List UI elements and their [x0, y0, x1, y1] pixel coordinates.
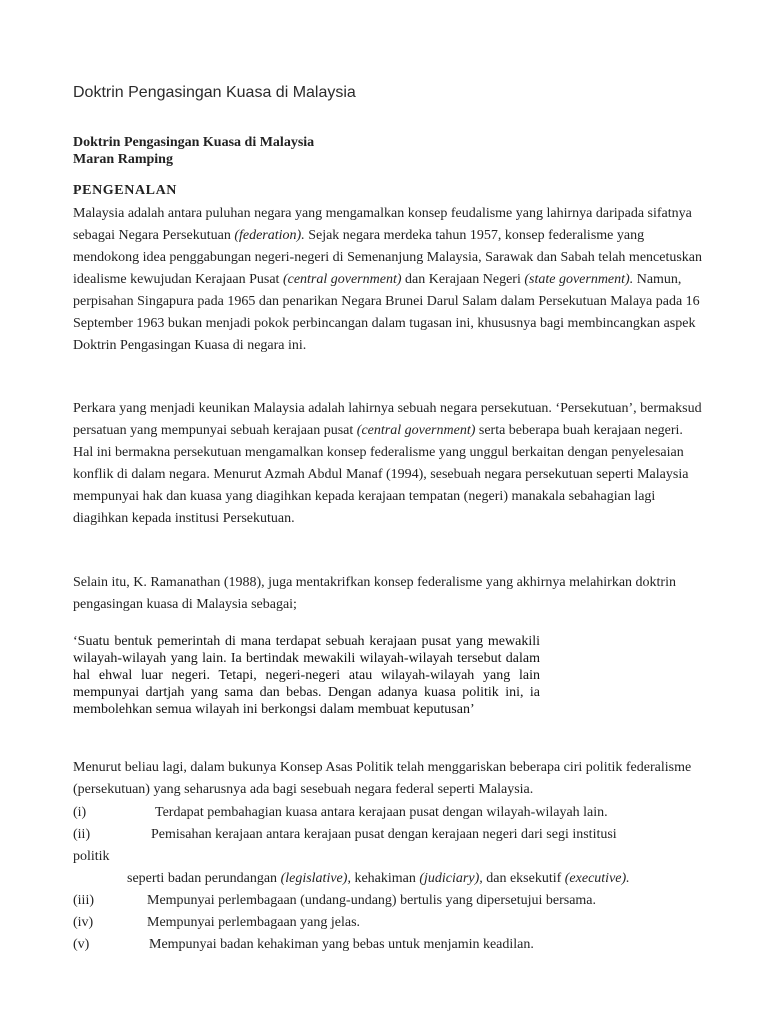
list-text-wrap: politik — [73, 849, 110, 864]
cont-text-2: , kehakiman — [347, 871, 420, 886]
article-header — [73, 134, 314, 168]
list-text: Pemisahan kerajaan antara kerajaan pusat dengan kerajaan negeri dari segi institusi — [151, 827, 617, 842]
para2-italic-1: (central government) — [356, 423, 476, 438]
para2-text-1: Perkara yang menjadi keunikan Malaysia adalah lahirnya sebuah negara persekutuan. ‘Persekutuan’, bermaksud persatuan yang mempunyai sebuah kerajaan pusat — [73, 401, 702, 438]
list-text-continuation — [127, 868, 630, 890]
cont-italic-1: (legislative) — [280, 871, 348, 886]
list-text: Mempunyai perlembagaan (undang-undang) bertulis yang dipersetujui bersama. — [147, 893, 597, 908]
cont-italic-2: (judiciary), — [419, 871, 483, 886]
para1-italic-3: (state government). — [524, 272, 634, 287]
cont-italic-3: (executive). — [564, 871, 630, 886]
paragraph-ramanathan: Selain itu, K. Ramanathan (1988), juga mentakrifkan konsep federalisme yang akhirnya melahirkan doktrin pengasingan kuasa di Malaysia sebagai; — [73, 575, 676, 612]
cont-text-1: seperti badan perundangan — [127, 871, 281, 886]
paragraph-intro — [73, 203, 703, 357]
para2-text-2: serta beberapa buah kerajaan negeri. Hal ini bermakna persekutuan mengamalkan konsep federalisme yang unggul berkaitan dengan penyelesaian konflik di dalam negara. Menurut Azmah Abdul Manaf (1994), sesebuah negara persekutuan seperti Malaysia mempunyai hak dan kuasa yang diagihkan kepada kerajaan tempatan (negeri) manakala sebahagian lagi diagihkan kepada institusi Persekutuan. — [73, 423, 689, 526]
list-number: (i) — [73, 805, 87, 820]
para1-text-3: dan Kerajaan Negeri — [401, 272, 525, 287]
document-title: Doktrin Pengasingan Kuasa di Malaysia — [73, 84, 356, 101]
para1-text-1: Malaysia adalah antara puluhan negara yang mengamalkan konsep feudalisme yang lahirnya daripada sifatnya sebagai Negara Persekutuan — [73, 206, 692, 243]
para1-text-4: Namun, perpisahan Singapura pada 1965 dan penarikan Negara Brunei Darul Salam dalam Persekutuan Malaya pada 16 September 1963 bukan menjadi pokok perbincangan dalam tugasan ini, khususnya bagi membincangkan aspek Doktrin Pengasingan Kuasa di negara ini. — [73, 272, 700, 353]
list-number: (v) — [73, 937, 90, 952]
list-number: (iv) — [73, 915, 94, 930]
list-number: (iii) — [73, 893, 94, 908]
list-text: Mempunyai perlembagaan yang jelas. — [147, 915, 361, 930]
paragraph-konsep-asas: Menurut beliau lagi, dalam bukunya Konsep Asas Politik telah menggariskan beberapa ciri politik federalisme (persekutuan) yang seharusnya ada bagi sesebuah negara federal seperti Malaysia. — [73, 760, 692, 797]
paragraph-federation — [73, 398, 703, 530]
article-author: Maran Ramping — [73, 152, 173, 167]
list-number: (ii) — [73, 827, 91, 842]
article-title: Doktrin Pengasingan Kuasa di Malaysia — [73, 135, 315, 150]
block-quote: ‘Suatu bentuk pemerintah di mana terdapat sebuah kerajaan pusat yang mewakili wilayah-wilayah yang lain. Ia bertindak mewakili wilayah-wilayah tersebut dalam hal ehwal luar negeri. Tetapi, negeri-negeri atau wilayah-wilayah yang lain mempunyai dartjah yang sama dan bebas. Dengan adanya kuasa politik ini, ia membolehkan semua wilayah ini berkongsi dalam membuat keputusan’ — [73, 634, 540, 717]
list-text: Mempunyai badan kehakiman yang bebas untuk menjamin keadilan. — [149, 937, 534, 952]
para1-italic-2: (central government) — [282, 272, 402, 287]
para1-italic-1: (federation). — [234, 228, 305, 243]
list-text: Terdapat pembahagian kuasa antara kerajaan pusat dengan wilayah-wilayah lain. — [155, 805, 608, 820]
section-heading: PENGENALAN — [73, 183, 178, 198]
para1-text-2: Sejak negara merdeka tahun 1957, konsep federalisme yang mendokong idea penggabungan negeri-negeri di Semenanjung Malaysia, Sarawak dan Sabah telah mencetuskan idealisme kewujudan Kerajaan Pusat — [73, 228, 703, 287]
cont-text-3: dan eksekutif — [482, 871, 565, 886]
